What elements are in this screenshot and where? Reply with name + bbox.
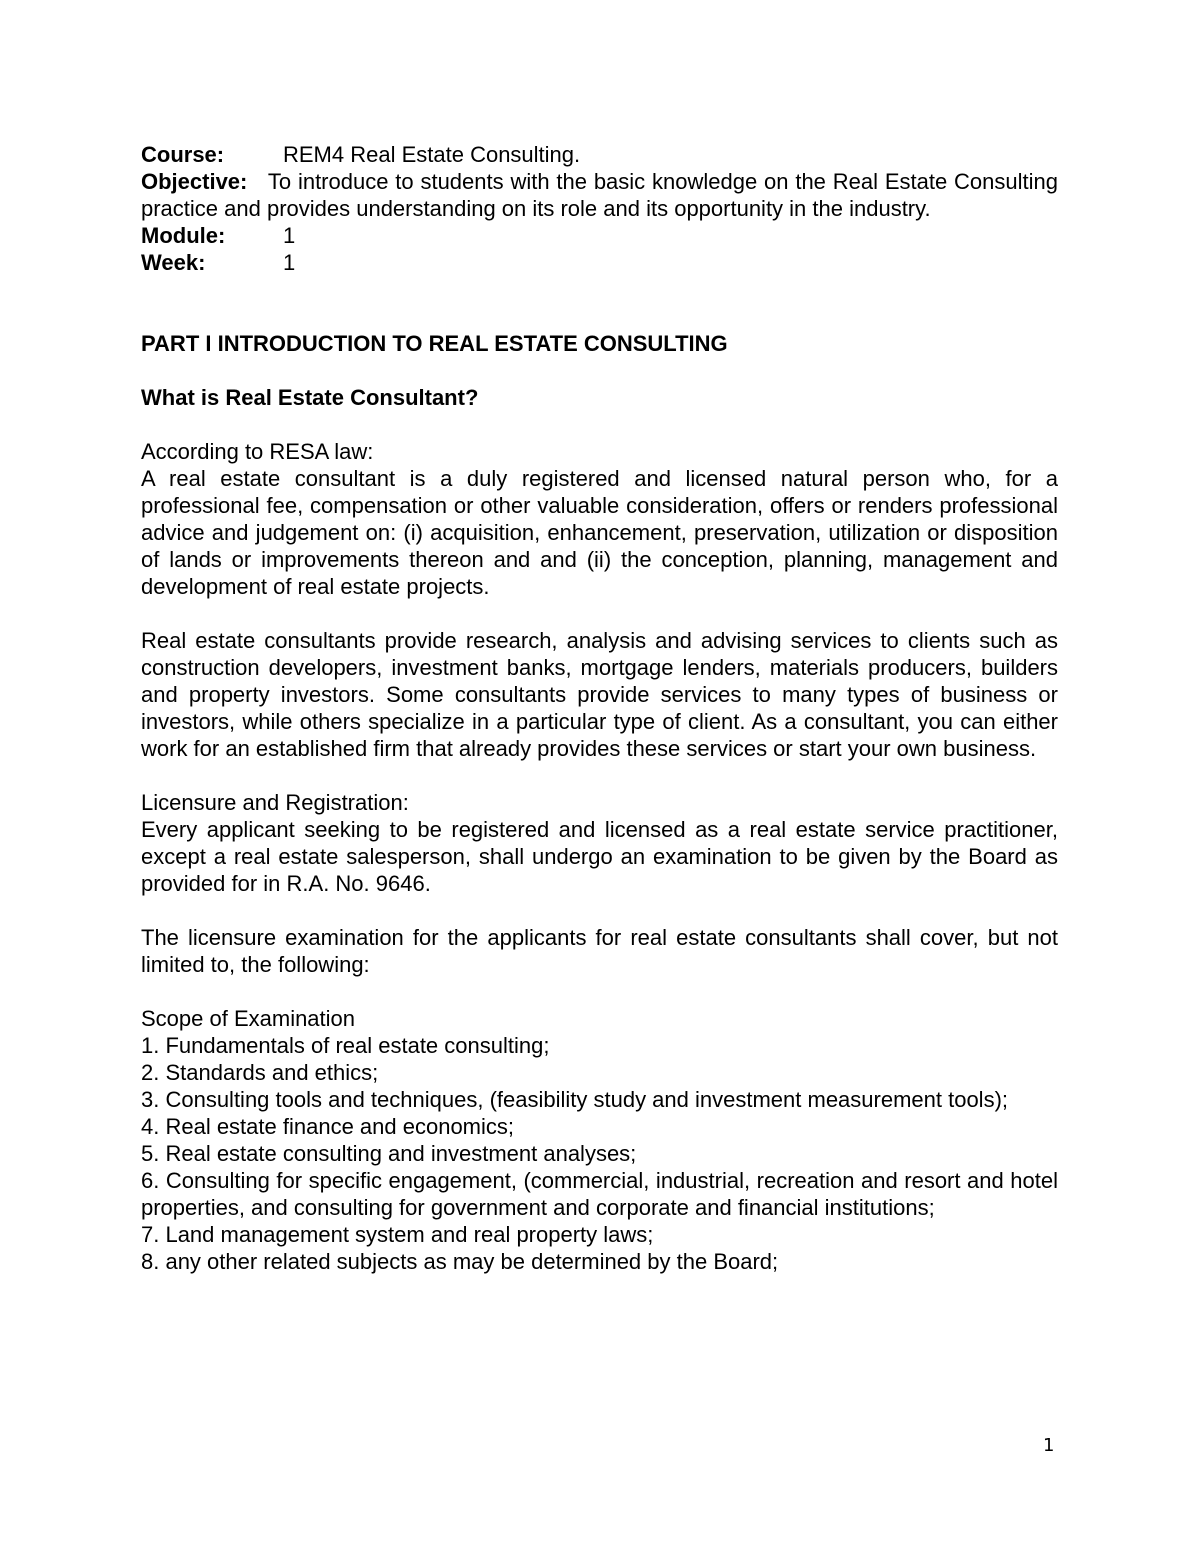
resa-heading: According to RESA law: [141,439,374,464]
page-number: 1 [1043,1435,1055,1456]
licensure-paragraph: Every applicant seeking to be registered and licensed as a real estate service practitioner, except a real estate salesperson, shall undergo an examination to be given by the Board as provided for in R.A. No. 9646. [141,817,1058,896]
module-row [141,222,1058,249]
spacer [141,978,1058,1005]
spacer [141,897,1058,924]
list-item: 1. Fundamentals of real estate consulting; [141,1033,550,1058]
licensure-heading: Licensure and Registration: [141,790,409,815]
week-row [141,249,1058,276]
spacer [141,276,1058,330]
course-row [141,141,1058,168]
list-item: 4. Real estate finance and economics; [141,1114,515,1139]
exam-paragraph: The licensure examination for the applicants for real estate consultants shall cover, but not limited to, the following: [141,925,1058,977]
list-item: 7. Land management system and real property laws; [141,1222,654,1247]
spacer [141,600,1058,627]
services-paragraph: Real estate consultants provide research, analysis and advising services to clients such as construction developers, investment banks, mortgage lenders, materials producers, builders and property investors. Some consultants provide services to many types of business or investors, while others specialize in a particular type of client. As a consultant, you can either work for an established firm that already provides these services or start your own business. [141,628,1058,761]
list-item: 6. Consulting for specific engagement, (commercial, industrial, recreation and resort and hotel properties, and consulting for government and corporate and financial institutions; [141,1168,1058,1220]
section-title: What is Real Estate Consultant? [141,385,479,410]
list-item: 2. Standards and ethics; [141,1060,379,1085]
week-label: Week: [141,250,206,275]
module-value: 1 [283,223,296,248]
part-title: PART I INTRODUCTION TO REAL ESTATE CONSULTING [141,331,728,356]
spacer [141,411,1058,438]
document-page [141,141,1058,1275]
list-item: 8. any other related subjects as may be determined by the Board; [141,1249,779,1274]
scope-list [141,1032,1058,1275]
scope-heading: Scope of Examination [141,1006,356,1031]
list-item: 5. Real estate consulting and investment analyses; [141,1141,637,1166]
module-label: Module: [141,223,226,248]
spacer [141,357,1058,384]
objective-row [141,168,1058,222]
course-value: REM4 Real Estate Consulting. [283,142,581,167]
objective-label: Objective: [141,169,248,194]
course-label: Course: [141,142,225,167]
resa-definition-paragraph: A real estate consultant is a duly registered and licensed natural person who, for a professional fee, compensation or other valuable consideration, offers or renders professional advice and judgement on: (i) acquisition, enhancement, preservation, utilization or disposition of lands or improvements thereon and and (ii) the conception, planning, management and development of real estate projects. [141,466,1058,599]
week-value: 1 [283,250,296,275]
spacer [141,762,1058,789]
list-item: 3. Consulting tools and techniques, (feasibility study and investment measurement tools); [141,1087,1009,1112]
objective-value: To introduce to students with the basic knowledge on the Real Estate Consulting practice and provides understanding on its role and its opportunity in the industry. [141,169,1058,221]
